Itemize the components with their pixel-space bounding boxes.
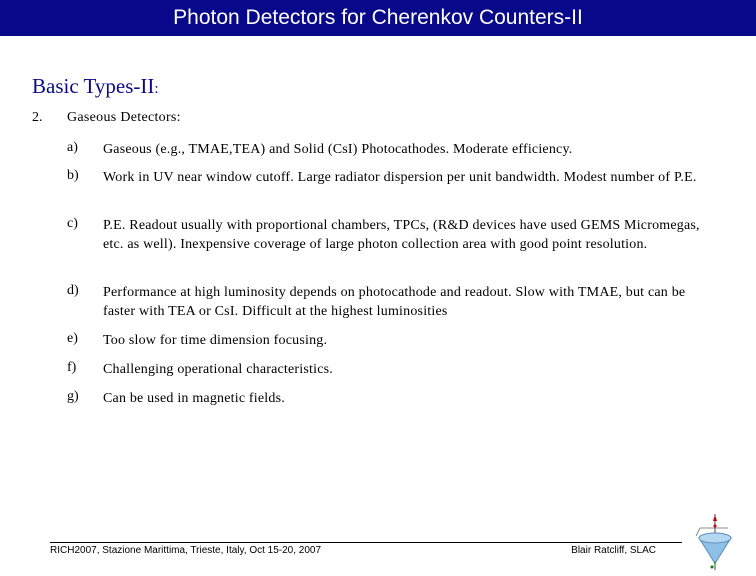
item-letter: b): [67, 168, 79, 183]
title-bar: [0, 0, 756, 36]
item-text: Work in UV near window cutoff. Large radiator dispersion per unit bandwidth. Modest number of P.E.: [103, 170, 697, 185]
footer-author: Blair Ratcliff, SLAC: [571, 545, 656, 556]
item-text: Gaseous (e.g., TMAE,TEA) and Solid (CsI) Photocathodes. Moderate efficiency.: [103, 142, 573, 157]
item-text: Too slow for time dimension focusing.: [103, 333, 328, 348]
footer-conference: RICH2007, Stazione Marittima, Trieste, Italy, Oct 15-20, 2007: [50, 545, 322, 556]
item-letter: f): [67, 360, 77, 375]
section-label: Gaseous Detectors:: [67, 110, 181, 125]
heading-text: Basic Types-II: [32, 74, 155, 98]
slide-title: Photon Detectors for Cherenkov Counters-II: [173, 6, 583, 29]
footer-divider: [50, 542, 682, 543]
heading-colon: :: [154, 81, 159, 97]
item-text: Challenging operational characteristics.: [103, 362, 333, 377]
section-heading: [32, 74, 159, 99]
item-text: Performance at high luminosity depends on photocathode and readout. Slow with TMAE, but can be faster with TEA or CsI. Difficult at the highest luminosities: [103, 285, 686, 319]
item-letter: g): [67, 389, 79, 404]
section-number: 2.: [32, 110, 43, 125]
item-text: Can be used in magnetic fields.: [103, 391, 285, 406]
item-letter: a): [67, 140, 78, 155]
item-letter: e): [67, 331, 78, 346]
item-letter: c): [67, 216, 78, 231]
item-letter: d): [67, 283, 79, 298]
cherenkov-cone-icon: [690, 512, 740, 572]
item-text: P.E. Readout usually with proportional chambers, TPCs, (R&D devices have used GEMS Micromegas, etc. as well). Inexpensive coverage of large photon collection area with good point resolution.: [103, 218, 700, 252]
